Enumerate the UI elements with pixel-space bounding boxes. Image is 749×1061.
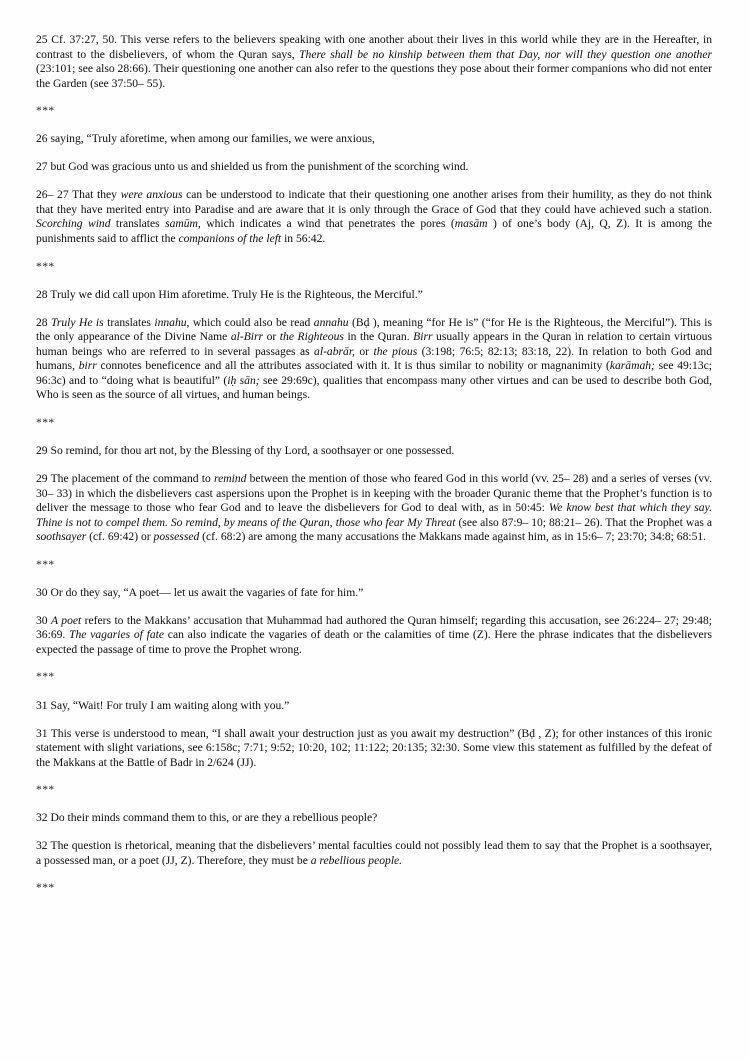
separator-5: ***: [36, 670, 55, 684]
separator-3: ***: [36, 415, 55, 429]
separator-4: ***: [36, 557, 55, 571]
verse-27: 27 but God was gracious unto us and shielded us from the punishment of the scorching wind.: [36, 160, 469, 174]
verse-29: 29 So remind, for thou art not, by the Blessing of thy Lord, a soothsayer or one possessed.: [36, 443, 455, 457]
commentary-28: 28 Truly He is translates innahu, which could also be read annahu (Bḍ ), meaning “for He is” (“for He is the Righteous, the Merciful”). This is the only appearance of the Divine Name al-Birr or the Righteous in the Quran. Birr usually appears in the Quran in relation to certain virtuous human beings who are referred to in several passages as al-abrār, or the pious (3:198; 76:5; 82:13; 83:18, 22). In relation to both God and humans, birr connotes beneficence and all the attributes associated with it. It is thus similar to nobility or magnanimity (karāmah; see 49:13c; 96:3c) and to “doing what is beautiful” (iḥ sān; see 29:69c), qualities that encompass many other virtues and can be used to describe both God, Who is seen as the source of all virtues, and human beings.: [36, 315, 712, 402]
commentary-31: 31 This verse is understood to mean, “I shall await your destruction just as you await my destruction” (Bḍ , Z); for other instances of this ironic statement with slight variations, see 6:158c; 7:71; 9:52; 10:20, 102; 11:122; 20:135; 32:30. Some view this statement as fulfilled by the defeat of the Makkans at the Battle of Badr in 2/624 (JJ).: [36, 726, 712, 769]
verse-31: 31 Say, “Wait! For truly I am waiting along with you.”: [36, 698, 290, 712]
commentary-30: 30 A poet refers to the Makkans’ accusation that Muhammad had authored the Quran himself; regarding this accusation, see 26:224– 27; 29:48; 36:69. The vagaries of fate can also indicate the vagaries of death or the calamities of time (Z). Here the phrase indicates that the disbelievers expected the passage of time to prove the Prophet wrong.: [36, 613, 713, 656]
separator-1: ***: [36, 104, 55, 118]
verse-26: 26 saying, “Truly aforetime, when among our families, we were anxious,: [36, 132, 375, 146]
separator-7: ***: [36, 881, 55, 895]
commentary-29: 29 The placement of the command to remind between the mention of those who feared God in this world (vv. 25– 28) and a series of verses (vv. 30– 33) in which the disbelievers cast aspersions upon the Prophet is in keeping with the broader Quranic theme that the Prophet’s function is to deliver the message to those who fear God and to leave the disbelievers for God to deal with, as in 50:45: We know best that which they say. Thine is not to compel them. So remind, by means of the Quran, those who fear My Threat (see also 87:9– 10; 88:21– 26). That the Prophet was a soothsayer (cf. 69:42) or possessed (cf. 68:2) are among the many accusations the Makkans made against him, as in 15:6– 7; 23:70; 34:8; 68:51.: [36, 471, 712, 544]
verse-28: 28 Truly we did call upon Him aforetime. Truly He is the Righteous, the Merciful.”: [36, 287, 423, 301]
separator-6: ***: [36, 783, 55, 797]
verse-30: 30 Or do they say, “A poet— let us await the vagaries of fate for him.”: [36, 585, 364, 599]
commentary-32: 32 The question is rhetorical, meaning that the disbelievers’ mental faculties could not possibly lead them to say that the Prophet is a soothsayer, a possessed man, or a poet (JJ, Z). Therefore, they must be a rebellious people.: [36, 839, 712, 867]
verse-32: 32 Do their minds command them to this, or are they a rebellious people?: [36, 811, 378, 825]
page-body: [36, 33, 712, 896]
commentary-26-27: 26– 27 That they were anxious can be understood to indicate that their questioning one another arises from their humility, as they do not think that they have merited entry into Paradise and are aware that it is only through the Grace of God that they could have achieved such a station. Scorching wind translates samūm, which indicates a wind that penetrates the pores (masām ) of one’s body (Aj, Q, Z). It is among the punishments said to afflict the companions of the left in 56:42.: [36, 188, 712, 245]
separator-2: ***: [36, 259, 55, 273]
commentary-25: 25 Cf. 37:27, 50. This verse refers to the believers speaking with one another about their lives in this world while they are in the Hereafter, in contrast to the disbelievers, of whom the Quran says, There shall be no kinship between them that Day, nor will they question one another (23:101; see also 28:66). Their questioning one another can also refer to the questions they pose about their former companions who did not enter the Garden (see 37:50– 55).: [36, 33, 712, 90]
